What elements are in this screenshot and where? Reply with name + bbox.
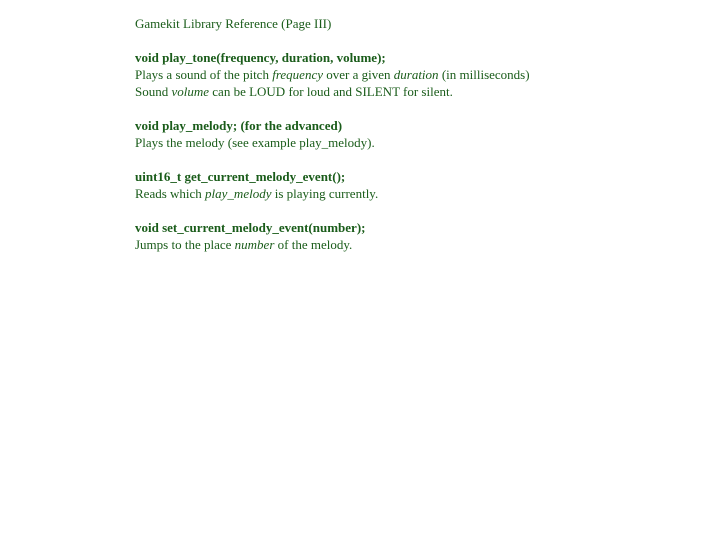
entry-play-tone (135, 49, 720, 100)
parameter-name: frequency (272, 67, 323, 82)
description-line (135, 66, 720, 83)
description-text: (in milliseconds) (438, 67, 530, 82)
parameter-name: play_melody (205, 186, 272, 201)
description-text: Plays the melody (see example play_melody). (135, 135, 375, 150)
description-text: can be LOUD for loud and SILENT for silent. (209, 84, 453, 99)
function-signature: void play_melody; (for the advanced) (135, 118, 343, 133)
description-text: of the melody. (274, 237, 353, 252)
function-signature: void play_tone(frequency, duration, volume); (135, 50, 386, 65)
description-text: Reads which (135, 186, 206, 201)
parameter-name: volume (171, 84, 210, 99)
entry-get-current-melody-event (135, 168, 720, 202)
parameter-name: duration (393, 67, 439, 82)
function-signature: void set_current_melody_event(number); (135, 220, 366, 235)
description-text: over a given (323, 67, 394, 82)
description-text: Plays a sound of the pitch (135, 67, 273, 82)
description-text: Jumps to the place (135, 237, 235, 252)
description-text: Sound (135, 84, 172, 99)
description-text: is playing currently. (271, 186, 379, 201)
description-line (135, 134, 720, 151)
function-signature: uint16_t get_current_melody_event(); (135, 169, 346, 184)
description-line (135, 236, 720, 253)
description-line (135, 83, 720, 100)
description-line (135, 185, 720, 202)
entry-play-melody (135, 117, 720, 151)
parameter-name: number (234, 237, 275, 252)
entry-set-current-melody-event (135, 219, 720, 253)
page-title: Gamekit Library Reference (Page III) (135, 16, 332, 31)
